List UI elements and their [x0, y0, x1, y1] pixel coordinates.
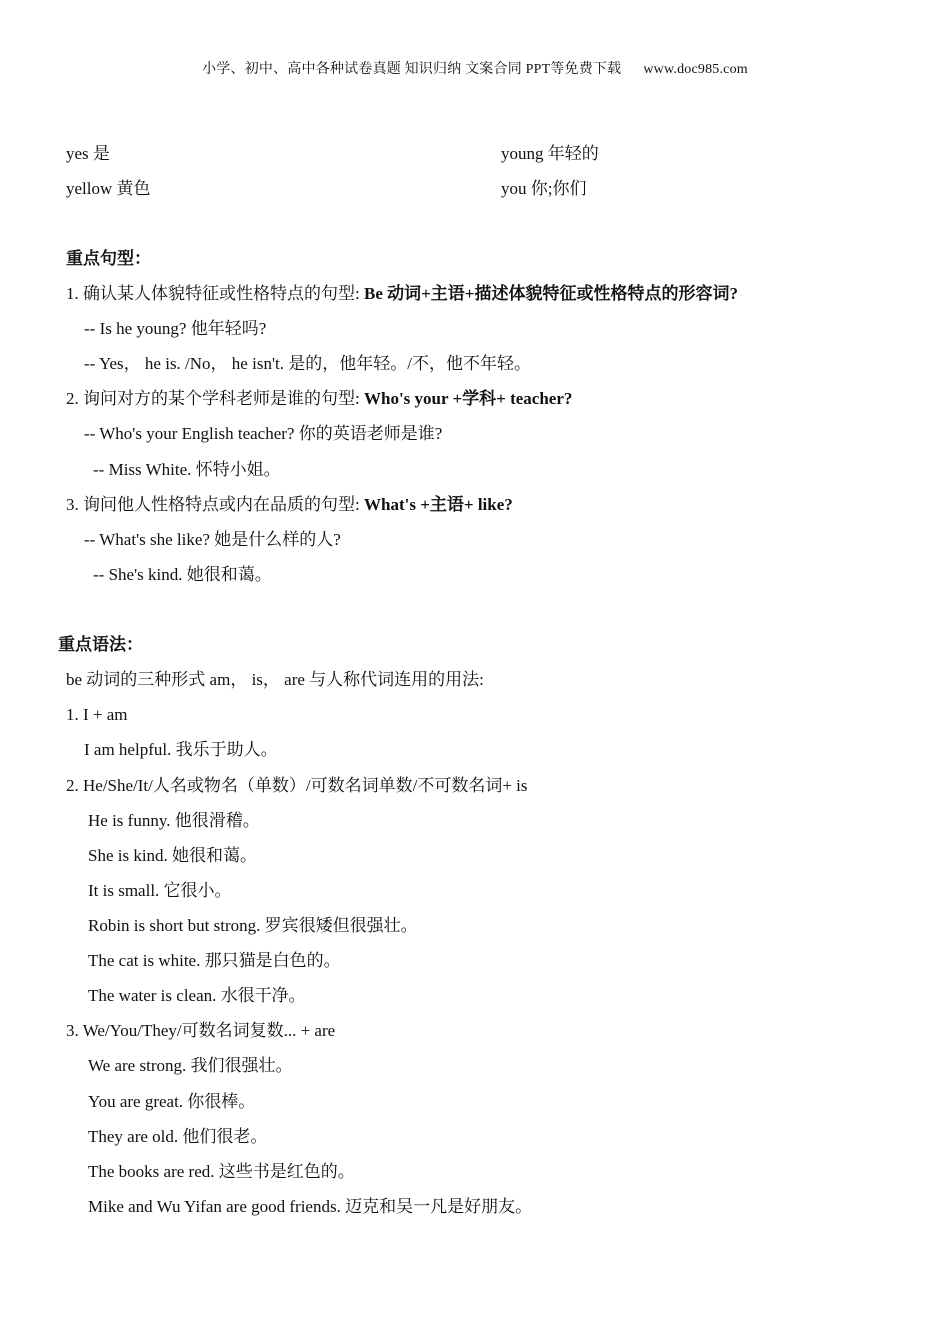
grammar-example: Robin is short but strong. 罗宾很矮但很强壮。: [88, 916, 418, 935]
grammar-rule-3: 3. We/You/They/可数名词复数... + are: [66, 1021, 336, 1040]
sentence-prefix: 2. 询问对方的某个学科老师是谁的句型:: [66, 389, 364, 408]
grammar-example: It is small. 它很小。: [88, 881, 232, 900]
grammar-example: The water is clean. 水很干净。: [88, 986, 306, 1005]
vocab-item: yes 是: [66, 144, 110, 163]
sentence-question: -- What's she like? 她是什么样的人?: [84, 530, 341, 549]
grammar-intro: be 动词的三种形式 am， is， are 与人称代词连用的用法:: [66, 670, 484, 689]
sentence-pattern: Be 动词+主语+描述体貌特征或性格特点的形容词?: [363, 284, 738, 303]
sentence-answer: -- Yes， he is. /No， he isn't. 是的，他年轻。/不，他不年轻。: [84, 354, 531, 373]
grammar-example: They are old. 他们很老。: [88, 1127, 268, 1146]
grammar-title: 重点语法：: [58, 635, 143, 654]
sentence-point-2: [66, 388, 572, 410]
grammar-example: We are strong. 我们很强壮。: [88, 1056, 293, 1075]
sentence-prefix: 1. 确认某人体貌特征或性格特点的句型:: [66, 284, 364, 303]
sentence-point-3: [66, 494, 513, 516]
sentence-point-1: [66, 283, 738, 305]
grammar-example: She is kind. 她很和蔼。: [88, 846, 258, 865]
header-text: 小学、初中、高中各种试卷真题 知识归纳 文案合同 PPT等免费下载: [202, 62, 622, 77]
grammar-example: I am helpful. 我乐于助人。: [84, 740, 278, 759]
page-header: [0, 58, 950, 78]
sentence-answer: -- Miss White. 怀特小姐。: [93, 460, 281, 479]
vocab-item: you 你;你们: [501, 179, 587, 198]
sentence-prefix: 3. 询问他人性格特点或内在品质的句型:: [66, 495, 364, 514]
grammar-rule-1: 1. I + am: [66, 705, 128, 724]
grammar-example: Mike and Wu Yifan are good friends. 迈克和吴一凡是好朋友。: [88, 1197, 533, 1216]
sentence-answer: -- She's kind. 她很和蔼。: [93, 565, 272, 584]
sentence-question: -- Is he young? 他年轻吗?: [84, 319, 267, 338]
sentence-pattern: Who's your +学科+ teacher?: [363, 389, 573, 408]
grammar-rule-2: 2. He/She/It/人名或物名（单数）/可数名词单数/不可数名词+ is: [66, 776, 528, 795]
sentence-question: -- Who's your English teacher? 你的英语老师是谁?: [84, 424, 443, 443]
grammar-example: The cat is white. 那只猫是白色的。: [88, 951, 341, 970]
vocab-item: yellow 黄色: [66, 179, 151, 198]
header-site-link[interactable]: www.doc985.com: [643, 62, 748, 77]
sentences-title: 重点句型：: [66, 249, 151, 268]
sentence-pattern: What's +主语+ like?: [363, 495, 513, 514]
grammar-example: He is funny. 他很滑稽。: [88, 811, 260, 830]
grammar-example: The books are red. 这些书是红色的。: [88, 1162, 355, 1181]
vocab-item: young 年轻的: [501, 144, 599, 163]
grammar-example: You are great. 你很棒。: [88, 1092, 256, 1111]
